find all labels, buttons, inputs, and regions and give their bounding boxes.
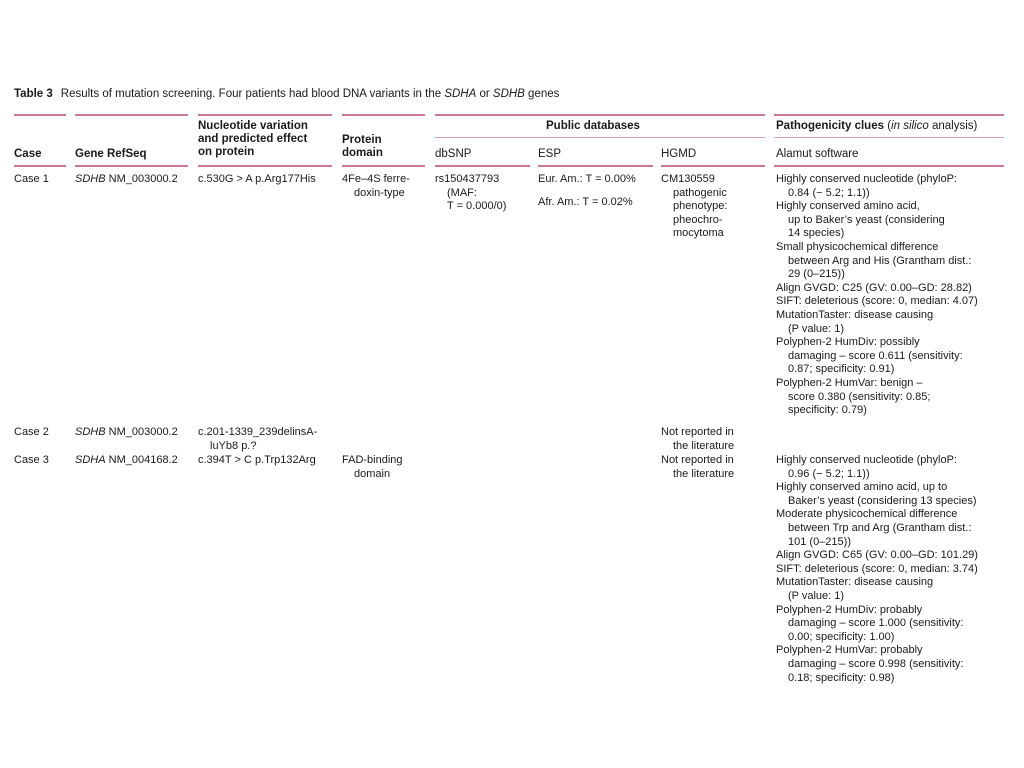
row1-alamut-line: 0.87; specificity: 0.91): [788, 363, 895, 376]
row1-hgmd-line: mocytoma: [673, 227, 724, 240]
row1-alamut-line: Polyphen-2 HumVar: benign –: [776, 376, 923, 389]
header-bottom-rule-hgmd: [661, 165, 765, 167]
row2-variation-line: luYb8 p.?: [210, 439, 257, 452]
header-bottom-rule-esp: [538, 165, 653, 167]
row1-alamut-line: damaging – score 0.611 (sensitivity:: [788, 349, 963, 362]
row3-alamut-line: 101 (0–215)): [788, 535, 851, 548]
row3-alamut-line: between Trp and Arg (Grantham dist.:: [788, 521, 972, 534]
row1-alamut-line: 29 (0–215)): [788, 268, 845, 281]
row3-alamut-line: Highly conserved amino acid, up to: [776, 481, 948, 494]
row1-hgmd-line: pathogenic: [673, 186, 727, 199]
row2-variation-line: c.201-1339_239delinsA-: [198, 426, 318, 438]
top-rule-pathogenicity: [774, 114, 1004, 116]
row3-alamut: [776, 454, 978, 685]
header-protein-domain-line: domain: [342, 147, 383, 159]
row1-alamut-line: Highly conserved nucleotide (phyloP:: [776, 173, 957, 185]
caption-gene2: SDHB: [492, 88, 525, 100]
row1-alamut-line: Align GVGD: C25 (GV: 0.00–GD: 28.82): [776, 281, 972, 294]
row1-alamut-line: MutationTaster: disease causing: [776, 308, 934, 321]
top-rule-nucleotide: [198, 114, 332, 116]
header-protein-domain-line: Protein: [342, 134, 382, 146]
header-nucleotide-line: Nucleotide variation: [198, 120, 308, 132]
row1-hgmd-line: phenotype:: [673, 200, 728, 213]
top-rule-case: [14, 114, 66, 116]
row1-case: Case 1: [14, 173, 49, 185]
row2-hgmd: [661, 426, 734, 453]
row3-alamut-line: MutationTaster: disease causing: [776, 576, 934, 589]
header-bottom-rule-dbsnp: [435, 165, 530, 167]
row3-gene-symbol: SDHA: [75, 454, 106, 466]
row1-esp: [538, 173, 636, 209]
row2-case: Case 2: [14, 426, 49, 438]
row3-domain-line: domain: [354, 467, 391, 480]
row3-alamut-line: Align GVGD: C65 (GV: 0.00–GD: 101.29): [776, 549, 978, 562]
header-dbsnp: dbSNP: [435, 148, 472, 160]
top-rule-databases: [435, 114, 765, 116]
row3-alamut-line: 0.00; specificity: 1.00): [788, 630, 895, 643]
row3-hgmd-line: the literature: [673, 467, 735, 480]
row3-alamut-line: Baker’s yeast (considering 13 species): [788, 494, 977, 507]
row1-gene-symbol: SDHB: [75, 173, 106, 185]
row1-hgmd-line: CM130559: [661, 173, 715, 185]
header-pathogenicity: [776, 120, 977, 133]
header-esp: ESP: [538, 148, 562, 160]
row1-domain: [342, 173, 410, 200]
row1-refseq: NM_003000.2: [108, 173, 178, 185]
header-bottom-rule-case: [14, 165, 66, 167]
row1-hgmd-line: pheochro-: [673, 213, 723, 226]
row1-alamut-line: up to Baker’s yeast (considering: [788, 213, 945, 226]
header-pathogenicity-label: Pathogenicity clues: [776, 120, 885, 132]
row3-alamut-line: SIFT: deleterious (score: 0, median: 3.74): [776, 562, 978, 575]
header-gene-refseq: Gene RefSeq: [75, 148, 147, 160]
row1-variation: c.530G > A p.Arg177His: [198, 173, 316, 185]
row1-alamut-line: 0.84 (− 5.2; 1.1)): [788, 186, 870, 199]
header-bottom-rule-alamut: [774, 165, 1004, 167]
row1-gene: [75, 173, 178, 187]
row3-alamut-line: damaging – score 0.998 (sensitivity:: [788, 657, 964, 670]
row1-alamut-line: Polyphen-2 HumDiv: possibly: [776, 336, 920, 349]
row1-alamut-line: specificity: 0.79): [788, 404, 867, 417]
top-rule-domain: [342, 114, 425, 116]
row1-alamut-line: 14 species): [788, 227, 845, 240]
row3-variation: c.394T > C p.Trp132Arg: [198, 454, 316, 466]
row1-hgmd: [661, 173, 727, 241]
row1-alamut-line: Highly conserved amino acid,: [776, 200, 920, 213]
row1-alamut-line: SIFT: deleterious (score: 0, median: 4.07): [776, 295, 978, 308]
caption-text-pre: Results of mutation screening. Four patients had blood DNA variants in the: [60, 88, 445, 100]
caption-text-mid: or: [476, 88, 493, 100]
row3-hgmd: [661, 454, 734, 481]
row1-dbsnp-line: (MAF:: [447, 186, 477, 199]
row2-gene: [75, 426, 178, 440]
row1-domain-line: 4Fe–4S ferre-: [342, 173, 410, 185]
row3-refseq: NM_004168.2: [108, 454, 178, 466]
header-alamut: Alamut software: [776, 148, 859, 160]
top-rule-gene: [75, 114, 188, 116]
row1-dbsnp-line: rs150437793: [435, 173, 500, 185]
header-pathogenicity-paren-close: analysis): [928, 120, 978, 132]
row1-dbsnp: [435, 173, 506, 214]
row1-esp-line: Afr. Am.: T = 0.02%: [538, 195, 633, 208]
header-bottom-rule-gene: [75, 165, 188, 167]
row3-alamut-line: Moderate physicochemical difference: [776, 508, 958, 521]
row1-alamut: [776, 173, 978, 418]
header-nucleotide-line: and predicted effect: [198, 133, 308, 145]
row3-alamut-line: 0.96 (− 5.2; 1.1)): [788, 467, 870, 480]
header-nucleotide-line: on protein: [198, 146, 255, 158]
row3-gene: [75, 454, 178, 468]
row1-alamut-line: (P value: 1): [788, 322, 845, 335]
caption-gene1: SDHA: [444, 88, 477, 100]
row1-alamut-line: score 0.380 (sensitivity: 0.85;: [788, 390, 931, 403]
row3-alamut-line: damaging – score 1.000 (sensitivity:: [788, 617, 964, 630]
row3-case: Case 3: [14, 454, 49, 466]
header-case: Case: [14, 148, 42, 160]
header-bottom-rule-domain: [342, 165, 425, 167]
row3-alamut-line: 0.18; specificity: 0.98): [788, 671, 895, 684]
row2-variation: [198, 426, 317, 453]
row2-hgmd-line: the literature: [673, 439, 735, 452]
header-bottom-rule-nucleotide: [198, 165, 332, 167]
header-pathogenicity-italic: in silico: [891, 120, 929, 132]
header-nucleotide: [198, 120, 308, 159]
row3-alamut-line: (P value: 1): [788, 589, 845, 602]
header-protein-domain: [342, 134, 383, 160]
row1-alamut-line: Small physicochemical difference: [776, 240, 939, 253]
row3-domain-line: FAD-binding: [342, 454, 403, 466]
row1-esp-line: Eur. Am.: T = 0.00%: [538, 173, 636, 185]
header-pathogenicity-paren-open: (: [884, 120, 892, 132]
mid-rule-databases: [435, 137, 765, 138]
header-public-databases: Public databases: [546, 120, 640, 132]
row3-domain: [342, 454, 403, 481]
table-label: Table 3: [14, 88, 53, 100]
row1-dbsnp-line: T = 0.000/0): [447, 200, 507, 213]
row1-alamut-line: between Arg and His (Grantham dist.:: [788, 254, 972, 267]
row1-domain-line: doxin-type: [354, 186, 405, 199]
row3-hgmd-line: Not reported in: [661, 454, 734, 466]
row2-refseq: NM_003000.2: [108, 426, 178, 438]
header-hgmd: HGMD: [661, 148, 697, 160]
row3-alamut-line: Highly conserved nucleotide (phyloP:: [776, 454, 957, 466]
row3-alamut-line: Polyphen-2 HumDiv: probably: [776, 603, 923, 616]
table-caption: [14, 88, 559, 100]
row3-alamut-line: Polyphen-2 HumVar: probably: [776, 644, 923, 657]
row2-hgmd-line: Not reported in: [661, 426, 734, 438]
row2-gene-symbol: SDHB: [75, 426, 106, 438]
mid-rule-pathogenicity: [774, 137, 1004, 138]
caption-text-post: genes: [524, 88, 560, 100]
